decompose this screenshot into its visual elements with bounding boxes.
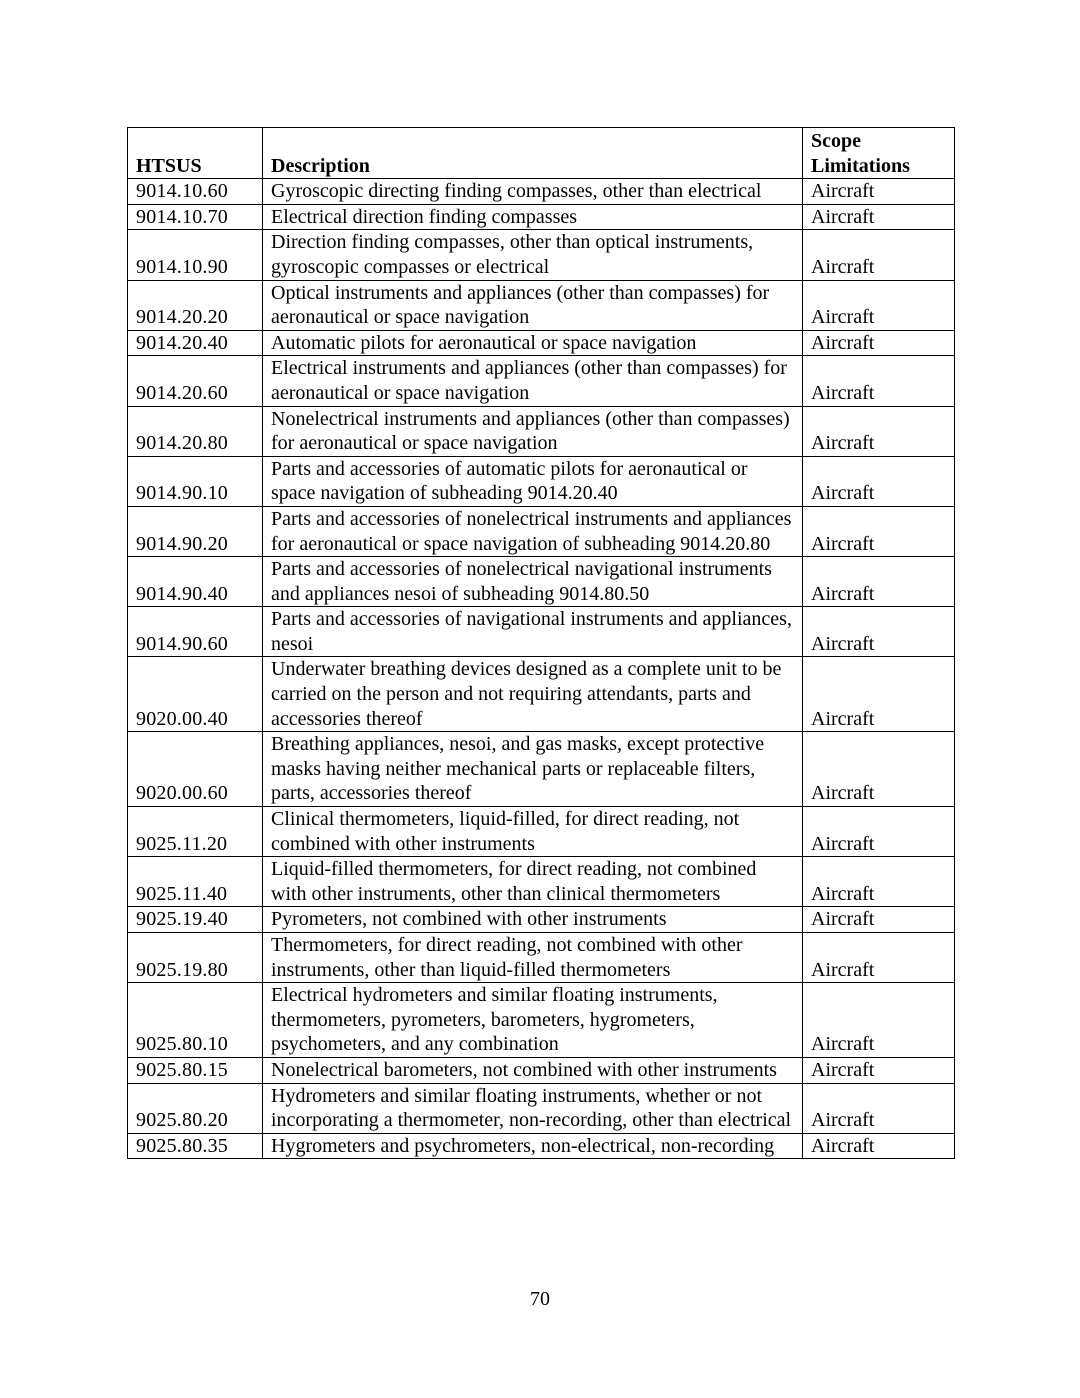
table-row (128, 983, 955, 1058)
table-row (128, 807, 955, 857)
htsus-code: 9020.00.40 (128, 657, 263, 732)
scope-cell: Aircraft (803, 179, 955, 205)
table-row (128, 607, 955, 657)
scope-cell: Aircraft (803, 204, 955, 230)
description-cell: Parts and accessories of navigational instruments and appliances, nesoi (263, 607, 803, 657)
description-cell: Electrical hydrometers and similar floating instruments, thermometers, pyrometers, barometers, hygrometers, psychometers, and any combination (263, 983, 803, 1058)
htsus-code: 9014.20.40 (128, 330, 263, 356)
description-cell: Nonelectrical instruments and appliances (other than compasses) for aeronautical or space navigation (263, 406, 803, 456)
htsus-code: 9014.90.40 (128, 557, 263, 607)
htsus-code: 9014.20.60 (128, 356, 263, 406)
table-row (128, 204, 955, 230)
scope-cell: Aircraft (803, 506, 955, 556)
scope-cell: Aircraft (803, 983, 955, 1058)
description-cell: Parts and accessories of nonelectrical instruments and appliances for aeronautical or space navigation of subheading 9014.20.80 (263, 506, 803, 556)
description-cell: Pyrometers, not combined with other instruments (263, 907, 803, 933)
description-cell: Optical instruments and appliances (other than compasses) for aeronautical or space navigation (263, 280, 803, 330)
description-cell: Electrical direction finding compasses (263, 204, 803, 230)
htsus-code: 9014.20.20 (128, 280, 263, 330)
table-row (128, 230, 955, 280)
description-cell: Electrical instruments and appliances (other than compasses) for aeronautical or space navigation (263, 356, 803, 406)
scope-cell: Aircraft (803, 1083, 955, 1133)
htsus-code: 9025.19.40 (128, 907, 263, 933)
scope-cell: Aircraft (803, 807, 955, 857)
description-cell: Hygrometers and psychrometers, non-electrical, non-recording (263, 1133, 803, 1159)
description-cell: Breathing appliances, nesoi, and gas masks, except protective masks having neither mechanical parts or replaceable filters, parts, accessories thereof (263, 732, 803, 807)
scope-cell: Aircraft (803, 907, 955, 933)
htsus-code: 9025.11.20 (128, 807, 263, 857)
htsus-code: 9025.11.40 (128, 857, 263, 907)
description-cell: Underwater breathing devices designed as a complete unit to be carried on the person and not requiring attendants, parts and accessories thereof (263, 657, 803, 732)
table-row (128, 657, 955, 732)
scope-cell: Aircraft (803, 406, 955, 456)
description-cell: Liquid-filled thermometers, for direct reading, not combined with other instruments, other than clinical thermometers (263, 857, 803, 907)
scope-cell: Aircraft (803, 557, 955, 607)
scope-cell: Aircraft (803, 1133, 955, 1159)
scope-cell: Aircraft (803, 607, 955, 657)
table-row (128, 356, 955, 406)
htsus-code: 9025.80.20 (128, 1083, 263, 1133)
htsus-code: 9025.80.10 (128, 983, 263, 1058)
table-header-row (128, 128, 955, 179)
header-htsus: HTSUS (128, 128, 263, 179)
table-row (128, 907, 955, 933)
header-scope-line2: Limitations (811, 154, 910, 177)
htsus-code: 9025.80.35 (128, 1133, 263, 1159)
scope-cell: Aircraft (803, 356, 955, 406)
description-cell: Automatic pilots for aeronautical or space navigation (263, 330, 803, 356)
page-number: 70 (530, 1288, 550, 1310)
table-row (128, 506, 955, 556)
htsus-code: 9014.10.60 (128, 179, 263, 205)
table-row (128, 179, 955, 205)
description-cell: Nonelectrical barometers, not combined with other instruments (263, 1057, 803, 1083)
description-cell: Parts and accessories of automatic pilots for aeronautical or space navigation of subheading 9014.20.40 (263, 456, 803, 506)
scope-cell: Aircraft (803, 1057, 955, 1083)
scope-cell: Aircraft (803, 732, 955, 807)
description-cell: Gyroscopic directing finding compasses, other than electrical (263, 179, 803, 205)
description-cell: Clinical thermometers, liquid-filled, for direct reading, not combined with other instruments (263, 807, 803, 857)
htsus-code: 9014.90.20 (128, 506, 263, 556)
scope-cell: Aircraft (803, 933, 955, 983)
scope-cell: Aircraft (803, 657, 955, 732)
scope-cell: Aircraft (803, 456, 955, 506)
scope-cell: Aircraft (803, 230, 955, 280)
table-row (128, 1083, 955, 1133)
table-row (128, 280, 955, 330)
table-row (128, 732, 955, 807)
htsus-code: 9025.19.80 (128, 933, 263, 983)
htsus-code: 9014.90.10 (128, 456, 263, 506)
header-description: Description (263, 128, 803, 179)
header-scope-line1: Scope (811, 130, 861, 152)
htsus-code: 9025.80.15 (128, 1057, 263, 1083)
scope-cell: Aircraft (803, 330, 955, 356)
scope-cell: Aircraft (803, 857, 955, 907)
scope-cell: Aircraft (803, 280, 955, 330)
htsus-code: 9020.00.60 (128, 732, 263, 807)
description-cell: Hydrometers and similar floating instruments, whether or not incorporating a thermometer, non-recording, other than electrical (263, 1083, 803, 1133)
table-row (128, 330, 955, 356)
table-row (128, 456, 955, 506)
table-row (128, 557, 955, 607)
htsus-code: 9014.20.80 (128, 406, 263, 456)
htsus-code: 9014.10.70 (128, 204, 263, 230)
description-cell: Thermometers, for direct reading, not combined with other instruments, other than liquid-filled thermometers (263, 933, 803, 983)
description-cell: Direction finding compasses, other than optical instruments, gyroscopic compasses or electrical (263, 230, 803, 280)
htsus-table (127, 127, 955, 1159)
table-row (128, 406, 955, 456)
htsus-code: 9014.10.90 (128, 230, 263, 280)
table-row (128, 1057, 955, 1083)
header-scope-limitations (803, 128, 955, 179)
table-row (128, 1133, 955, 1159)
table-row (128, 857, 955, 907)
description-cell: Parts and accessories of nonelectrical navigational instruments and appliances nesoi of subheading 9014.80.50 (263, 557, 803, 607)
htsus-code: 9014.90.60 (128, 607, 263, 657)
table-row (128, 933, 955, 983)
